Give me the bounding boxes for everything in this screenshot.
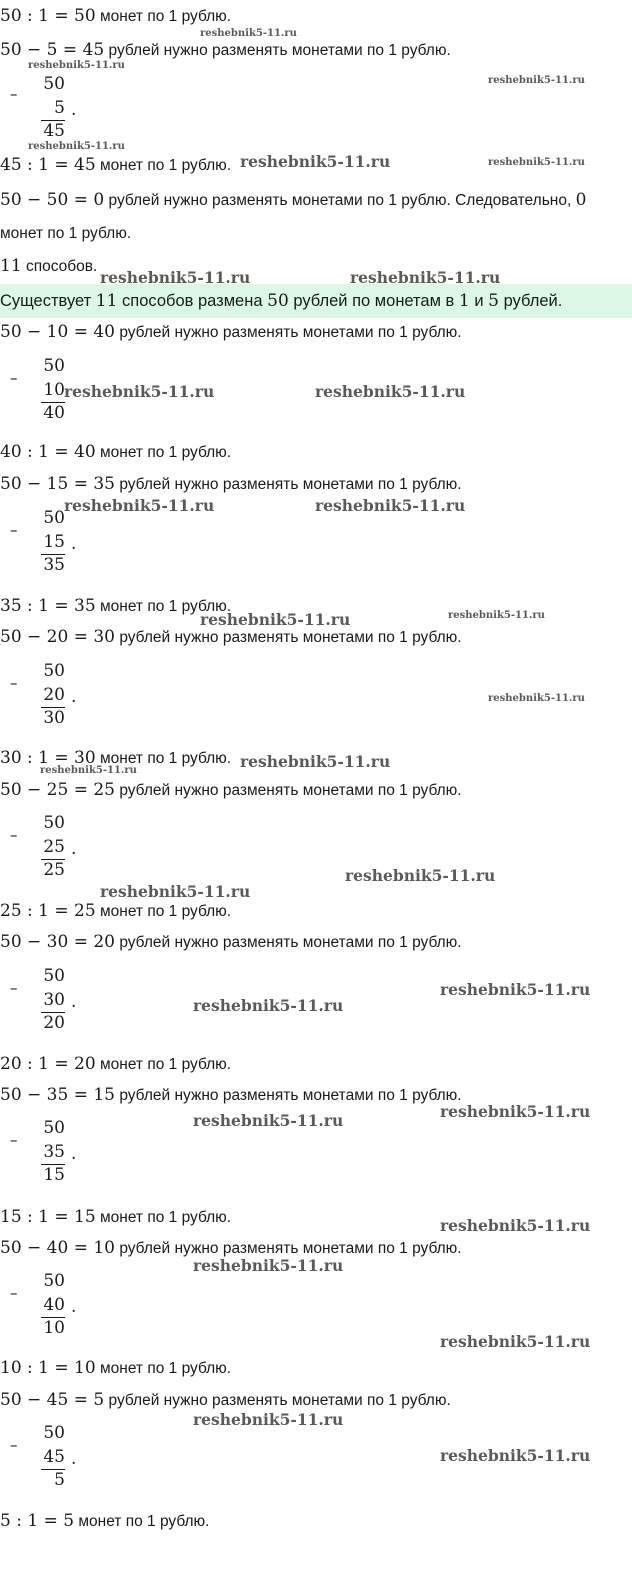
minus-sign: – xyxy=(10,521,18,539)
solution-line xyxy=(0,190,586,211)
difference: 15 xyxy=(43,1165,65,1185)
line-text: рублей нужно разменять монетами по 1 рублю. xyxy=(108,1392,451,1409)
minuend: 50 xyxy=(43,356,65,376)
math-expression: 50 − 45 = 5 xyxy=(0,1390,105,1410)
watermark: reshebnik5-11.ru xyxy=(440,1332,591,1351)
line-text: рублей нужно разменять монетами по 1 рублю. xyxy=(119,1240,462,1257)
math-number: 11 xyxy=(0,256,22,276)
solution-line xyxy=(0,442,231,463)
math-expression: 15 : 1 = 15 xyxy=(0,1207,96,1227)
math-expression: 50 − 50 = 0 xyxy=(0,190,105,210)
difference: 45 xyxy=(43,121,65,141)
line-text: рублей нужно разменять монетами по 1 рублю. xyxy=(119,324,462,341)
subtrahend: 5 xyxy=(54,98,65,118)
solution-line xyxy=(0,1054,231,1075)
line-text: рублей нужно разменять монетами по 1 рублю. Следовательно, xyxy=(108,192,572,209)
subtrahend: 25 xyxy=(43,837,65,857)
subtrahend: 20 xyxy=(43,685,65,705)
watermark: reshebnik5-11.ru xyxy=(40,765,137,776)
watermark: reshebnik5-11.ru xyxy=(193,1410,344,1429)
minus-sign: – xyxy=(10,85,18,103)
minuend: 50 xyxy=(43,813,65,833)
watermark: reshebnik5-11.ru xyxy=(350,268,501,287)
watermark: reshebnik5-11.ru xyxy=(200,610,351,629)
math-expression: 10 : 1 = 10 xyxy=(0,1358,96,1378)
watermark: reshebnik5-11.ru xyxy=(193,1256,344,1275)
solution-line xyxy=(0,224,131,244)
minus-sign: – xyxy=(10,1284,18,1302)
watermark: reshebnik5-11.ru xyxy=(240,752,391,771)
dot: . xyxy=(71,687,77,707)
minus-sign: – xyxy=(10,369,18,387)
line-text: монет по 1 рублю. xyxy=(78,1513,210,1530)
watermark: reshebnik5-11.ru xyxy=(200,28,297,39)
math-expression: 50 − 15 = 35 xyxy=(0,474,115,494)
watermark: reshebnik5-11.ru xyxy=(240,152,391,171)
difference: 35 xyxy=(43,555,65,575)
math-expression: 25 : 1 = 25 xyxy=(0,901,96,921)
line-text: рублей нужно разменять монетами по 1 рублю. xyxy=(119,476,462,493)
solution-line xyxy=(0,627,462,648)
solution-line xyxy=(0,1511,209,1532)
math-expression: 45 : 1 = 45 xyxy=(0,155,96,175)
dot: . xyxy=(71,1449,77,1469)
dot: . xyxy=(71,534,77,554)
watermark: reshebnik5-11.ru xyxy=(100,268,251,287)
minus-sign: – xyxy=(10,826,18,844)
watermark: reshebnik5-11.ru xyxy=(440,1446,591,1465)
watermark: reshebnik5-11.ru xyxy=(64,496,215,515)
difference: 40 xyxy=(43,403,65,423)
line-text: монет по 1 рублю. xyxy=(99,1209,232,1226)
math-number: 0 xyxy=(575,190,587,210)
difference: 30 xyxy=(43,708,65,728)
watermark: reshebnik5-11.ru xyxy=(100,882,251,901)
minus-sign: – xyxy=(10,1436,18,1454)
watermark: reshebnik5-11.ru xyxy=(28,60,125,71)
subtrahend: 35 xyxy=(43,1142,65,1162)
watermark: reshebnik5-11.ru xyxy=(488,157,585,168)
math-expression: 50 − 40 = 10 xyxy=(0,1238,115,1258)
solution-line xyxy=(0,6,231,27)
solution-line xyxy=(0,780,462,801)
line-text: монет по 1 рублю. xyxy=(99,1360,232,1377)
dot: . xyxy=(71,839,77,859)
watermark: reshebnik5-11.ru xyxy=(193,996,344,1015)
watermark: reshebnik5-11.ru xyxy=(440,1216,591,1235)
watermark: reshebnik5-11.ru xyxy=(28,141,125,152)
watermark: reshebnik5-11.ru xyxy=(345,866,496,885)
watermark: reshebnik5-11.ru xyxy=(440,1102,591,1121)
dot: . xyxy=(71,992,77,1012)
line-text: монет по 1 рублю. xyxy=(99,903,232,920)
line-text: рублей нужно разменять монетами по 1 рублю. xyxy=(119,629,462,646)
solution-line xyxy=(0,596,231,617)
line-text: монет по 1 рублю. xyxy=(99,750,232,767)
solution-line xyxy=(0,155,231,176)
line-text: монет по 1 рублю. xyxy=(99,1056,232,1073)
line-text: рублей нужно разменять монетами по 1 рублю. xyxy=(119,934,462,951)
math-expression: 50 − 10 = 40 xyxy=(0,322,115,342)
watermark: reshebnik5-11.ru xyxy=(488,75,585,86)
math-expression: 20 : 1 = 20 xyxy=(0,1054,96,1074)
minuend: 50 xyxy=(43,1118,65,1138)
line-text: монет по 1 рублю. xyxy=(99,157,232,174)
math-expression: 40 : 1 = 40 xyxy=(0,442,96,462)
math-expression: 30 : 1 = 30 xyxy=(0,748,96,768)
difference: 10 xyxy=(43,1318,65,1338)
solution-line xyxy=(0,40,451,61)
subtrahend: 40 xyxy=(43,1295,65,1315)
answer-highlight xyxy=(0,284,632,318)
solution-line xyxy=(0,1207,231,1228)
line-text: монет по 1 рублю. xyxy=(99,8,232,25)
difference: 5 xyxy=(54,1470,65,1490)
watermark: reshebnik5-11.ru xyxy=(488,693,585,704)
subtrahend: 45 xyxy=(43,1447,65,1467)
solution-line xyxy=(0,1358,231,1379)
subtrahend: 15 xyxy=(43,532,65,552)
watermark: reshebnik5-11.ru xyxy=(448,610,545,621)
line-text: рублей нужно разменять монетами по 1 рублю. xyxy=(108,42,451,59)
watermark: reshebnik5-11.ru xyxy=(315,496,466,515)
subtrahend: 10 xyxy=(43,380,65,400)
solution-line xyxy=(0,932,462,953)
dot: . xyxy=(71,1144,77,1164)
watermark: reshebnik5-11.ru xyxy=(440,980,591,999)
minus-sign: – xyxy=(10,979,18,997)
minuend: 50 xyxy=(43,1423,65,1443)
solution-line xyxy=(0,322,462,343)
math-expression: 50 − 30 = 20 xyxy=(0,932,115,952)
solution-line xyxy=(0,474,462,495)
math-expression: 50 − 20 = 30 xyxy=(0,627,115,647)
line-text: рублей нужно разменять монетами по 1 рублю. xyxy=(119,782,462,799)
difference: 25 xyxy=(43,860,65,880)
line-text: рублей нужно разменять монетами по 1 рублю. xyxy=(119,1087,462,1104)
solution-line xyxy=(0,1390,451,1411)
line-text: монет по 1 рублю. xyxy=(99,444,232,461)
math-expression: 50 − 35 = 15 xyxy=(0,1085,115,1105)
minuend: 50 xyxy=(43,508,65,528)
solution-line xyxy=(0,1085,462,1106)
dot: . xyxy=(71,100,77,120)
watermark: reshebnik5-11.ru xyxy=(315,382,466,401)
subtrahend: 30 xyxy=(43,990,65,1010)
answer-line: Существует 11 способов размена 50 рублей по монетам в 1 и 5 рублей. xyxy=(0,291,563,311)
minuend: 50 xyxy=(43,1271,65,1291)
solution-line xyxy=(0,901,231,922)
solution-line xyxy=(0,256,97,277)
dot: . xyxy=(71,1297,77,1317)
math-expression: 5 : 1 = 5 xyxy=(0,1511,75,1531)
math-expression: 50 − 5 = 45 xyxy=(0,40,105,60)
minuend: 50 xyxy=(43,966,65,986)
math-expression: 50 : 1 = 50 xyxy=(0,6,96,26)
minuend: 50 xyxy=(43,74,65,94)
watermark: reshebnik5-11.ru xyxy=(64,382,215,401)
minus-sign: – xyxy=(10,1131,18,1149)
watermark: reshebnik5-11.ru xyxy=(193,1111,344,1130)
line-text: способов. xyxy=(25,258,98,275)
math-expression: 35 : 1 = 35 xyxy=(0,596,96,616)
minuend: 50 xyxy=(43,661,65,681)
difference: 20 xyxy=(43,1013,65,1033)
math-expression: 50 − 25 = 25 xyxy=(0,780,115,800)
minus-sign: – xyxy=(10,674,18,692)
line-text: монет по 1 рублю. xyxy=(0,225,132,242)
line-text: монет по 1 рублю. xyxy=(99,598,232,615)
